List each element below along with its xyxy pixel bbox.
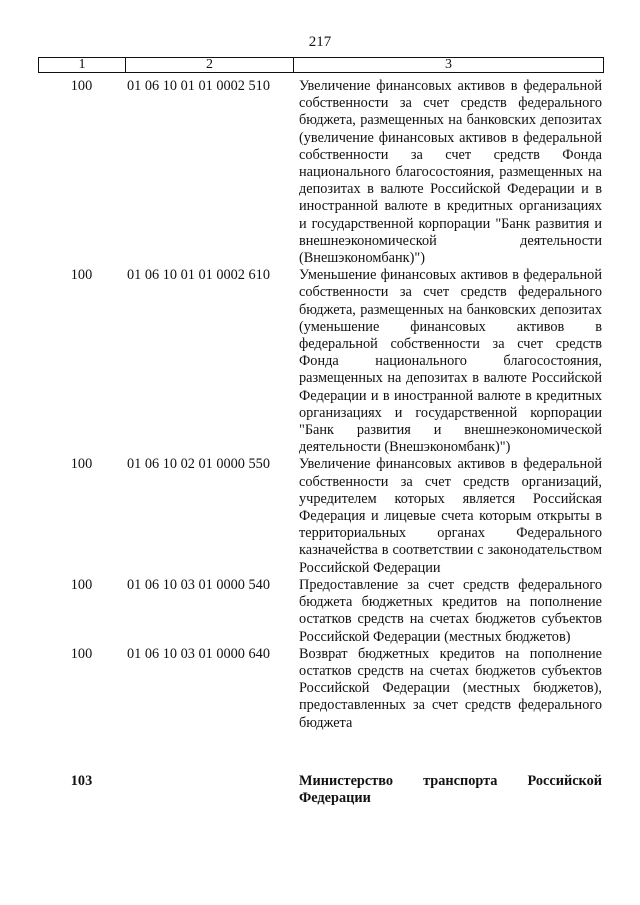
table-header-row	[38, 57, 604, 73]
admin-code-cell: 100	[70, 645, 93, 662]
table-body	[38, 78, 604, 807]
admin-code-cell: 100	[70, 267, 93, 284]
kbk-code-cell: 01 06 10 01 01 0002 610	[127, 267, 270, 284]
description-cell: Увеличение финансовых активов в федеральной собственности за счет средств организаций, учредителем которых является Российская Федерация и лицевые счета которым открыты в территориальных органах Федерального казначейства в соответствии с законодательством Российской Федерации	[299, 456, 602, 576]
description-cell: Предоставление за счет средств федерального бюджета бюджетных кредитов на пополнение остатков средств на счетах бюджетов субъектов Российской Федерации (местных бюджетов)	[299, 576, 602, 645]
kbk-code-cell: 01 06 10 01 01 0002 510	[127, 78, 270, 94]
description-cell: Увеличение финансовых активов в федеральной собственности за счет средств федерального бюджета, размещенных на банковских депозитах (увеличение финансовых активов в федеральной собственности за счет средств Фонда национального благосостояния, размещенных на депозитах в валюте Российской Федерации и в иностранной валюте в кредитных организациях и государственной корпорации "Банк развития и внешнеэкономической деятельности (Внешэкономбанк)")	[299, 78, 602, 267]
section-title: Министерство транспорта Российской Федерации	[299, 772, 602, 806]
kbk-code-cell: 01 06 10 03 01 0000 640	[127, 645, 270, 662]
section-heading-row	[38, 773, 604, 807]
column-header-1: 1	[39, 58, 126, 72]
admin-code-cell: 100	[70, 576, 93, 593]
table-row	[38, 456, 604, 576]
section-admin-code: 103	[70, 772, 93, 789]
description-cell: Уменьшение финансовых активов в федеральной собственности за счет средств федерального бюджета, размещенных на банковских депозитах (уменьшение финансовых активов в федеральной собственности за счет средств Фонда национального благосостояния, размещенных на депозитах в валюте Российской Федерации и в иностранной валюте в кредитных организациях и государственной корпорации "Банк развития и внешнеэкономической деятельности (Внешэкономбанк)")	[299, 267, 602, 456]
kbk-code-cell: 01 06 10 03 01 0000 540	[127, 576, 270, 593]
description-cell: Возврат бюджетных кредитов на пополнение остатков средств на счетах бюджетов субъектов Российской Федерации (местных бюджетов), предоставленных за счет средств федерального бюджета	[299, 645, 602, 731]
table-row	[38, 577, 604, 646]
table-row	[38, 267, 604, 456]
page-number: 217	[308, 34, 332, 50]
admin-code-cell: 100	[70, 78, 93, 94]
table-row	[38, 646, 604, 732]
column-header-2: 2	[126, 58, 294, 72]
admin-code-cell: 100	[70, 456, 93, 473]
table-row	[38, 78, 604, 267]
section-kbk-empty	[125, 773, 293, 807]
column-header-3: 3	[445, 57, 452, 72]
kbk-code-cell: 01 06 10 02 01 0000 550	[127, 456, 270, 473]
